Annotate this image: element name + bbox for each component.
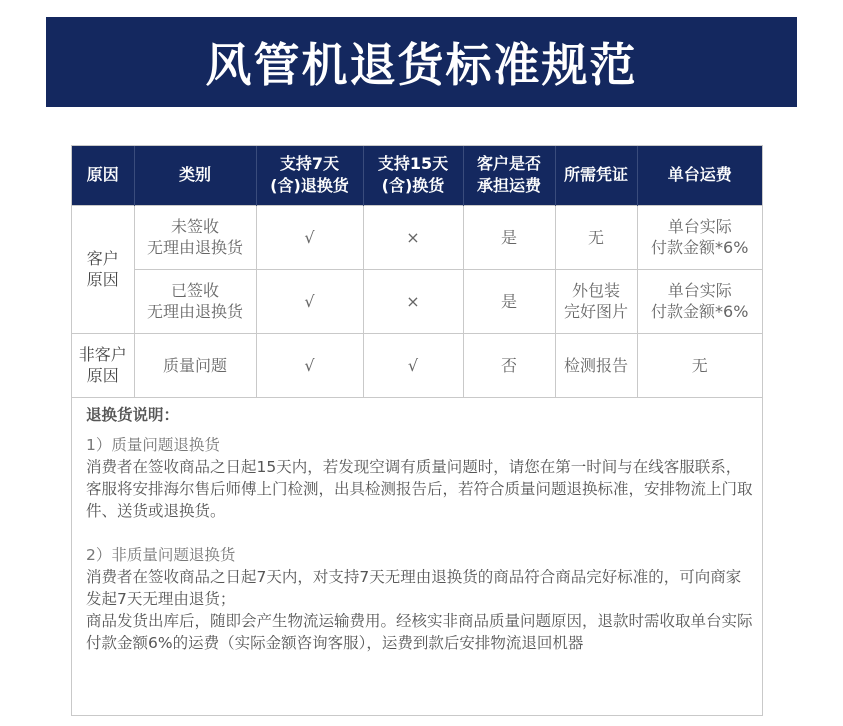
header-category: 类别	[134, 146, 256, 205]
check-mark-icon: √	[256, 333, 363, 397]
section1-text: 消费者在签收商品之日起15天内，若发现空调有质量问题时，请您在第一时间与在线客服联系，客服将安排海尔售后师傅上门检测，出具检测报告后，若符合质量问题退换标准，安排物流上门取件、送货或退换货。	[86, 458, 753, 520]
category-cell: 未签收 无理由退换货	[134, 205, 256, 269]
header-seven-day: 支持7天 (含)退换货	[256, 146, 363, 205]
section-spacer	[86, 522, 756, 544]
reason-cell: 非客户 原因	[72, 333, 134, 397]
section2-text1: 消费者在签收商品之日起7天内，对支持7天无理由退换货的商品符合商品完好标准的，可向商家发起7天无理由退货；	[86, 568, 742, 608]
section1-title: 1）质量问题退换货	[86, 436, 220, 454]
header-fee: 单台运费	[637, 146, 762, 205]
table-row	[72, 205, 762, 269]
check-mark-icon: √	[256, 205, 363, 269]
check-mark-icon: √	[363, 333, 463, 397]
table-row	[72, 333, 762, 397]
notes-title: 退换货说明：	[86, 406, 180, 424]
customer-pays-cell: 是	[463, 205, 555, 269]
fee-cell: 无	[637, 333, 762, 397]
reason-cell: 客户 原因	[72, 205, 134, 333]
header-customer-pays: 客户是否 承担运费	[463, 146, 555, 205]
category-cell: 已签收 无理由退换货	[134, 269, 256, 333]
header-proof: 所需凭证	[555, 146, 637, 205]
proof-cell: 外包装 完好图片	[555, 269, 637, 333]
return-policy-table	[72, 146, 762, 398]
proof-cell: 检测报告	[555, 333, 637, 397]
section2-title: 2）非质量问题退换货	[86, 546, 236, 564]
customer-pays-cell: 是	[463, 269, 555, 333]
category-cell: 质量问题	[134, 333, 256, 397]
cross-mark-icon: ×	[363, 205, 463, 269]
fee-cell: 单台实际 付款金额*6%	[637, 269, 762, 333]
table-header-row	[72, 146, 762, 205]
fee-cell: 单台实际 付款金额*6%	[637, 205, 762, 269]
header-fifteen-day: 支持15天 (含)换货	[363, 146, 463, 205]
proof-cell: 无	[555, 205, 637, 269]
policy-panel	[71, 145, 763, 716]
customer-pays-cell: 否	[463, 333, 555, 397]
table-row	[72, 269, 762, 333]
section2-text2: 商品发货出库后，随即会产生物流运输费用。经核实非商品质量问题原因，退款时需收取单台实际付款金额6%的运费（实际金额咨询客服），运费到款后安排物流退回机器	[86, 612, 753, 652]
return-notes	[86, 404, 756, 654]
page-title: 风管机退货标准规范	[46, 17, 797, 107]
check-mark-icon: √	[256, 269, 363, 333]
header-reason: 原因	[72, 146, 134, 205]
cross-mark-icon: ×	[363, 269, 463, 333]
